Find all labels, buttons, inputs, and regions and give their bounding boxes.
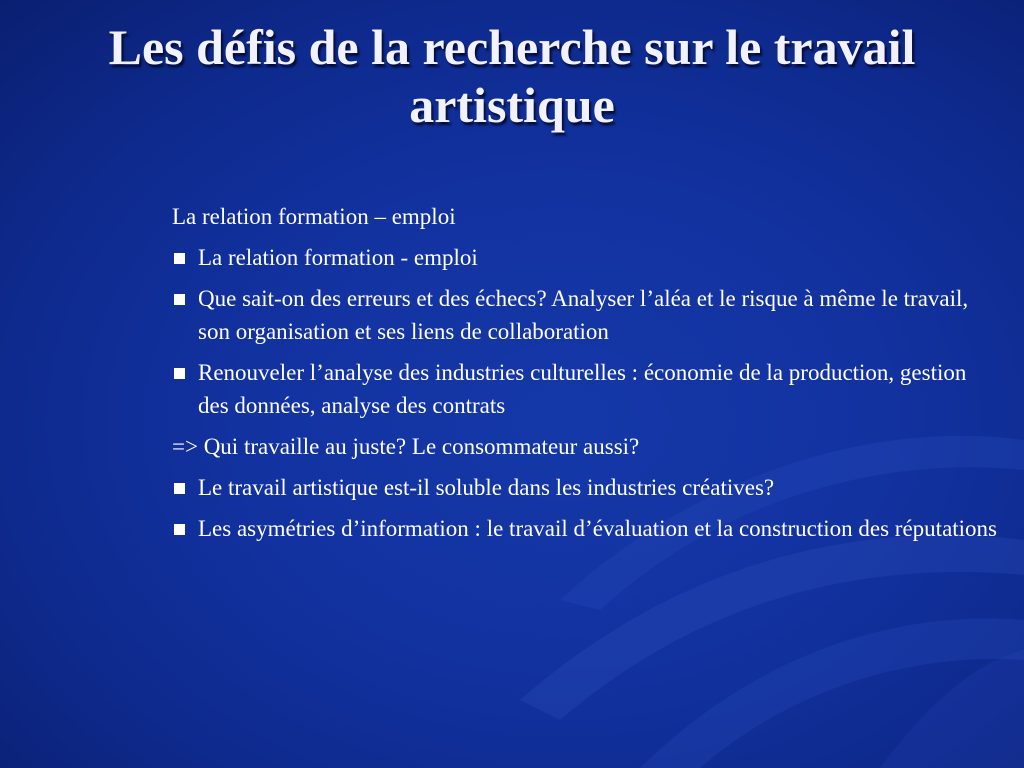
list-item-text: Renouveler l’analyse des industries culturelles : économie de la production, gestion des données, analyse des contrats [198,360,967,418]
square-bullet-icon [174,483,185,494]
list-item [172,356,1002,422]
square-bullet-icon [174,524,185,535]
list-item-text: La relation formation – emploi [172,204,456,229]
list-item [172,282,1002,348]
square-bullet-icon [174,253,185,264]
list-item [172,430,1002,463]
list-item-text: Le travail artistique est-il soluble dans les industries créatives? [198,475,775,500]
square-bullet-icon [174,368,185,379]
slide-title: Les défis de la recherche sur le travail artistique [108,19,916,133]
list-item [172,471,1002,504]
slide-content-list [172,200,1002,553]
list-item-text: Que sait-on des erreurs et des échecs? Analyser l’aléa et le risque à même le travail, son organisation et ses liens de collaboration [198,286,969,344]
list-item-text: Les asymétries d’information : le travail d’évaluation et la construction des réputations [198,516,998,541]
list-item-text: La relation formation - emploi [198,245,478,270]
square-bullet-icon [174,294,185,305]
list-item [172,512,1002,545]
list-item [172,241,1002,274]
list-item-text: => Qui travaille au juste? Le consommateur aussi? [172,434,640,459]
list-item [172,200,1002,233]
